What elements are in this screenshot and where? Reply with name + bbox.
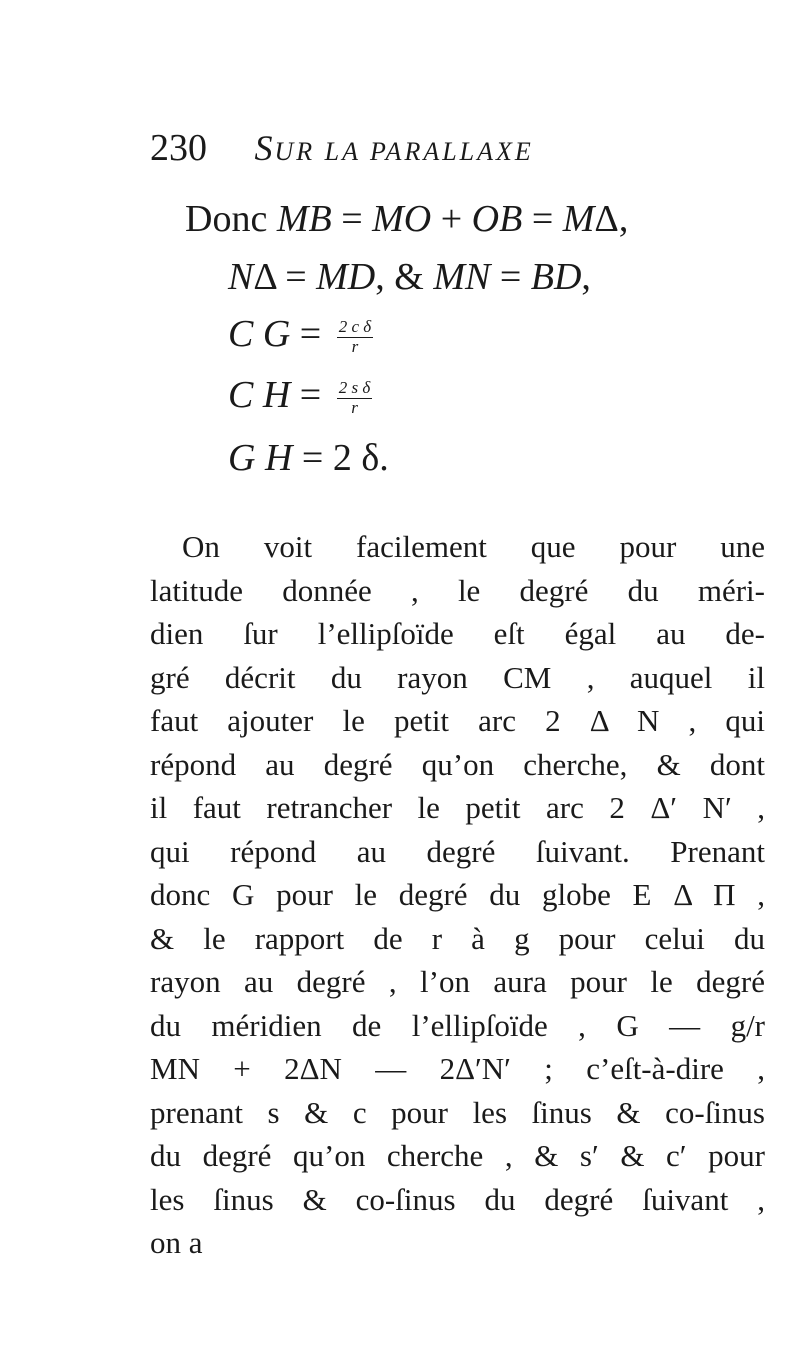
text-line-4: gré décrit du rayon CM , auquel il [150,659,765,695]
text-line-7: il faut retrancher le petit arc 2 Δ′ N′ , [150,790,765,825]
fraction-2s-delta-over-r: $\frac{\text{2 s δ}}{r}$ [338,378,371,418]
text-line-15: du degré qu’on cherche , & s′ & c′ pour [150,1138,765,1173]
running-header [150,128,670,168]
text-line-12: du méridien de l’ellipſoïde , G — g/r [150,1007,765,1043]
text-line-16: les ſinus & co-ſinus du degré ſuivant , [150,1181,765,1217]
text-line-9: donc G pour le degré du globe E Δ Π , [150,877,765,912]
text-line-13: MN + 2ΔN — 2Δ′N′ ; c’eſt-à-dire , [150,1051,765,1086]
text-line-2: latitude donnée , le degré du méri- [150,572,765,608]
equation-line-1: Donc MB = MO + OB = MΔ, [185,198,629,240]
text-line-3: dien ſur l’ellipſoïde eſt égal au de- [150,616,765,651]
fraction-2c-delta-over-r: $\frac{\text{2 c δ}}{r}$ [338,317,372,357]
text-line-10: & le rapport de r à g pour celui du [150,920,765,956]
body-paragraph [150,525,765,1265]
running-title: SUR LA PARALLAXE [254,128,534,168]
text-line-17: on a [150,1225,203,1260]
text-line-5: faut ajouter le petit arc 2 Δ N , qui [150,703,765,738]
equation-line-5: G H = 2 δ. [228,437,389,479]
equation-line-2: NΔ = MD, & MN = BD, [228,256,591,298]
text-line-1: On voit facilement que pour une [182,529,765,564]
equation-line-4: C H = $\frac{\text{2 s δ}}{r}$ [228,374,371,418]
text-line-6: répond au degré qu’on cherche, & dont [150,746,765,782]
text-line-11: rayon au degré , l’on aura pour le degré [150,964,765,999]
text-line-14: prenant s & c pour les ſinus & co-ſinus [150,1094,765,1130]
text-line-8: qui répond au degré ſuivant. Prenant [150,833,765,869]
equation-line-3: C G = $\frac{\text{2 c δ}}{r}$ [228,313,372,357]
page-number: 230 [150,127,207,169]
